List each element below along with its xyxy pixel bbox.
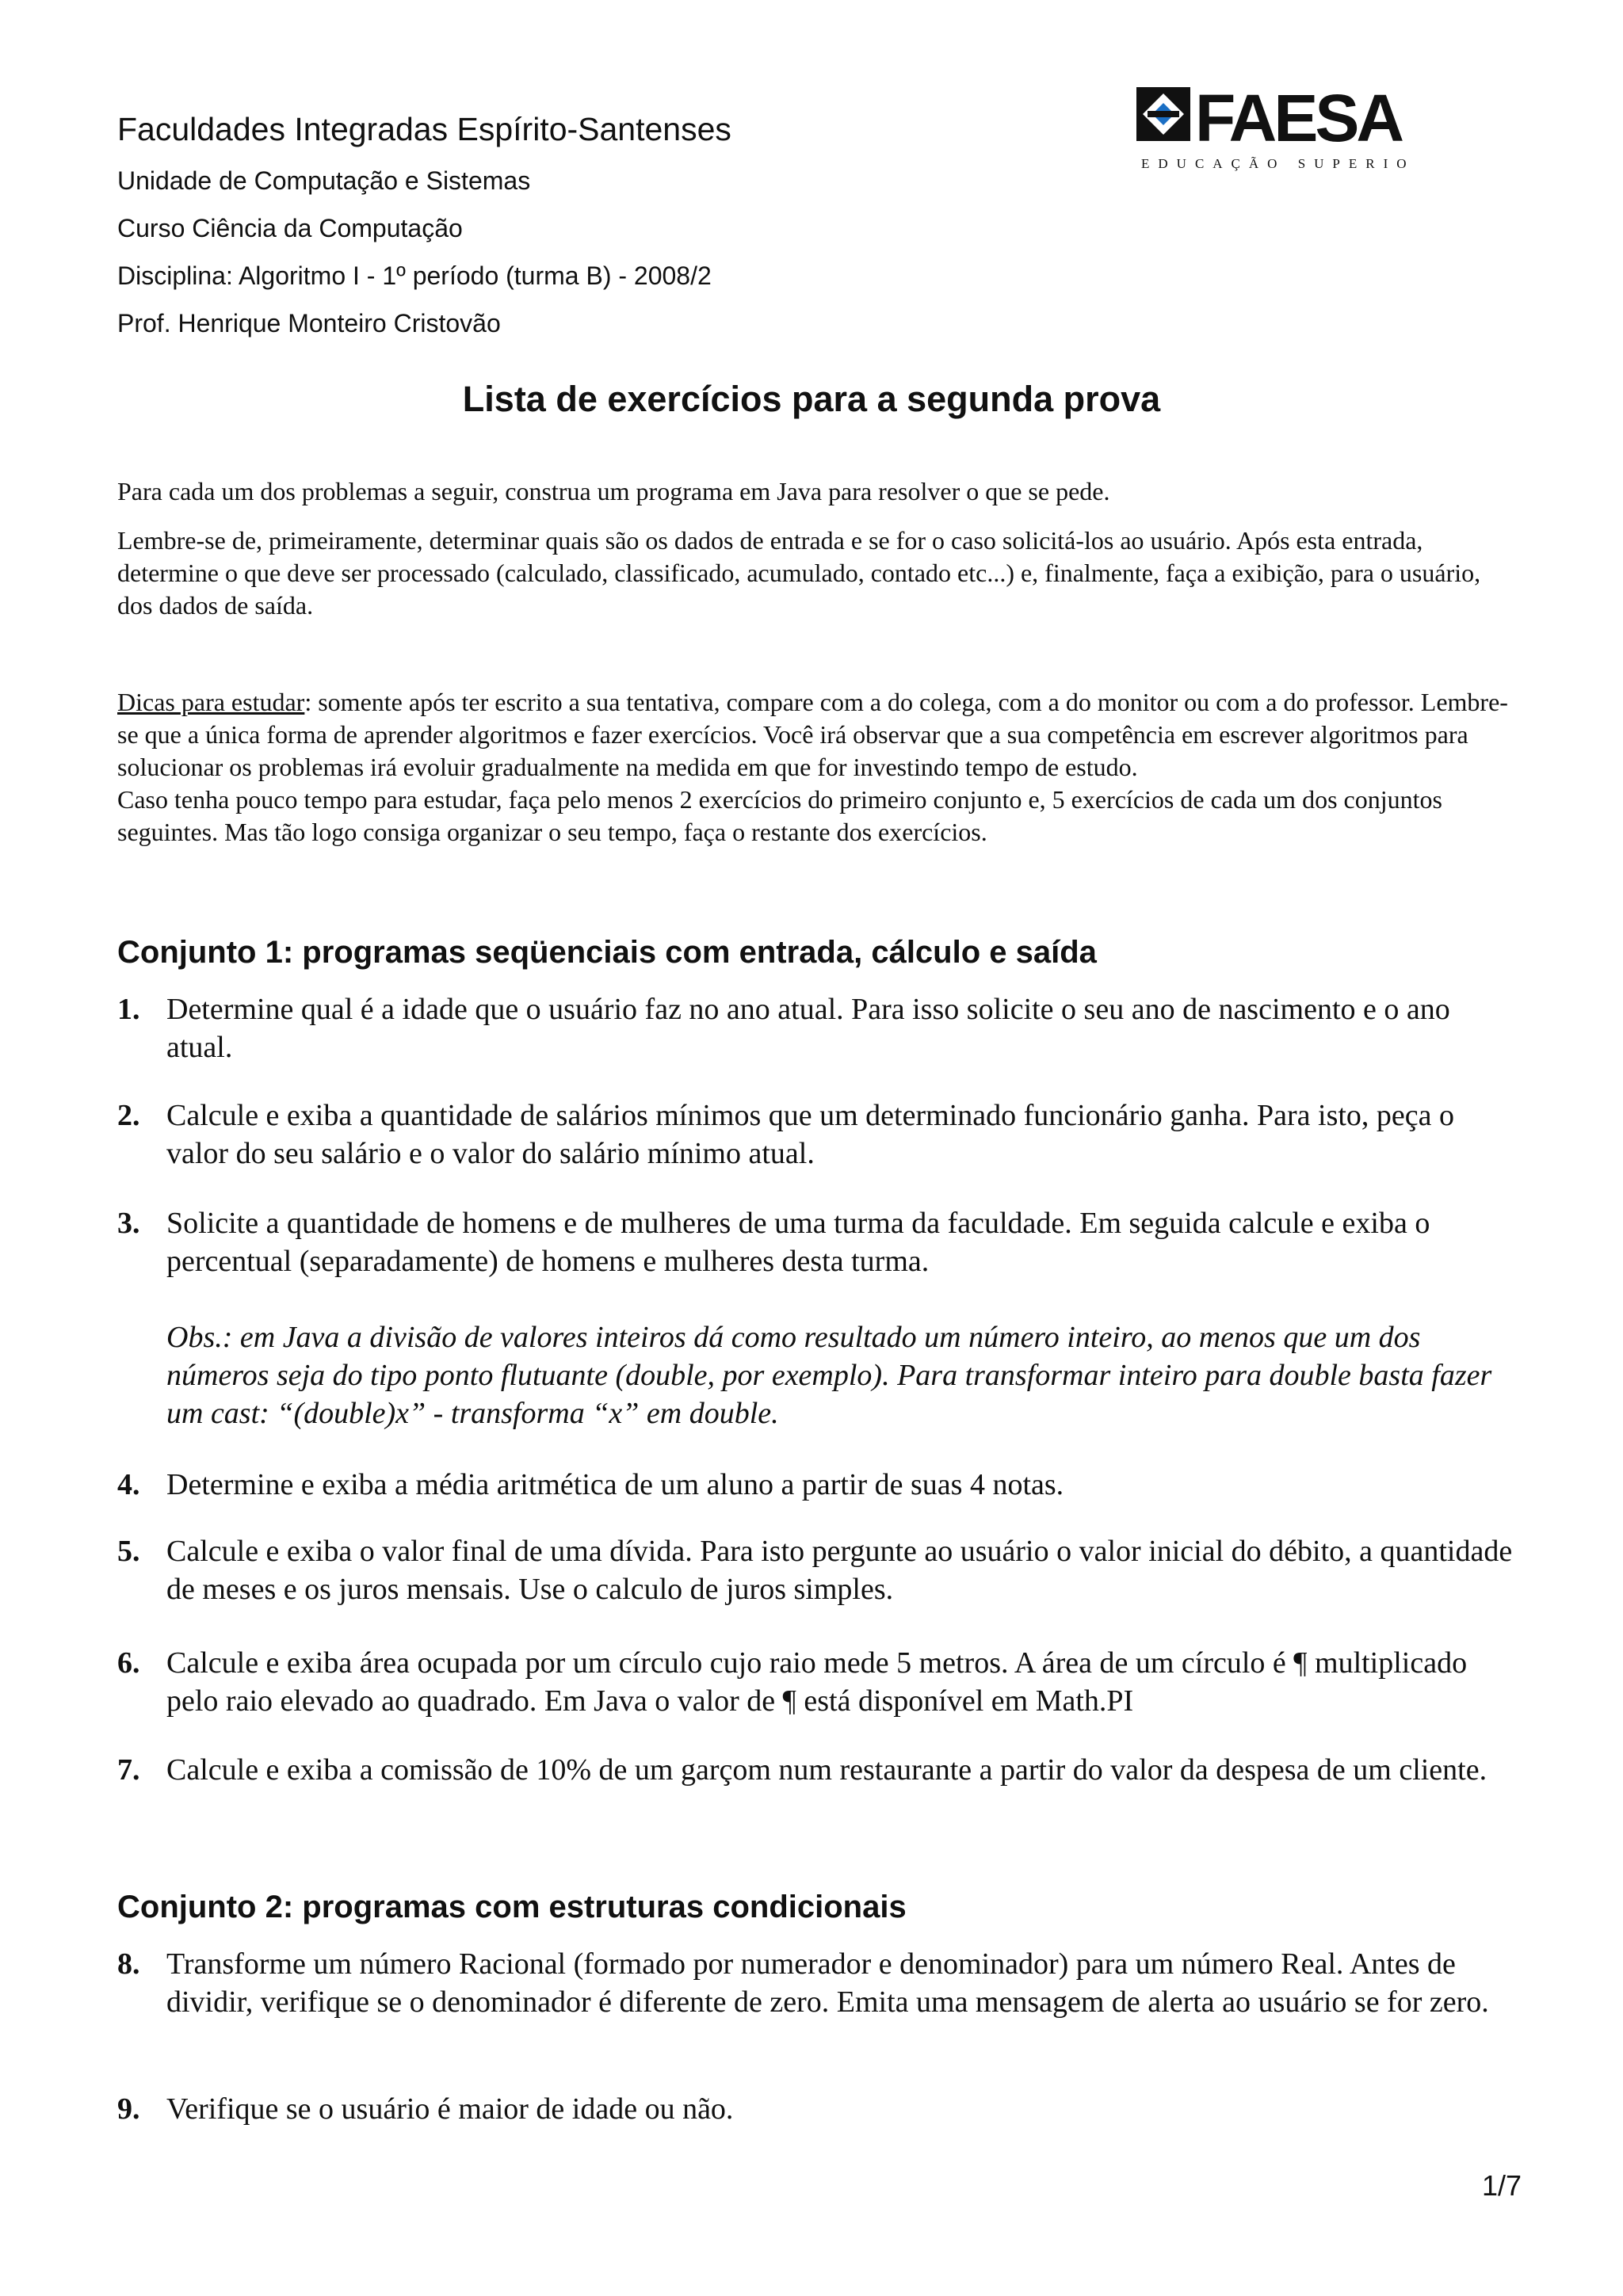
logo-tagline: EDUCAÇÃO SUPERIOR <box>1141 156 1412 171</box>
exercise-note: Obs.: em Java a divisão de valores inteiros dá como resultado um número inteiro, ao menos que um dos números seja do tipo ponto flutuante (double, por exemplo). Para transformar inteiro para double basta fazer um cast: “(double)x” - transforma “x” em double. <box>166 1321 1492 1430</box>
exercise-item <box>117 1097 1522 1173</box>
exercise-text: Calcule e exiba a comissão de 10% de um garçom num restaurante a partir do valor da despesa de um cliente. <box>166 1753 1487 1787</box>
professor-name: Prof. Henrique Monteiro Cristovão <box>117 309 501 338</box>
exercise-item <box>117 990 1522 1066</box>
exercise-number: 8. <box>117 1947 140 1981</box>
document-title: Lista de exercícios para a segunda prova <box>462 379 1161 419</box>
faesa-logo <box>1133 86 1412 174</box>
exercise-item <box>117 1466 1522 1504</box>
study-tips-text-2: Caso tenha pouco tempo para estudar, faça pelo menos 2 exercícios do primeiro conjunto e, 5 exercícios de cada um dos conjuntos seguintes. Mas tão logo consiga organizar o seu tempo, faça o restante dos exercícios. <box>117 785 1442 846</box>
exercise-text: Calcule e exiba a quantidade de salários mínimos que um determinado funcionário ganha. Para isto, peça o valor do seu salário e o valor do salário mínimo atual. <box>166 1099 1455 1170</box>
exercise-number: 4. <box>117 1468 140 1501</box>
exercise-text: Transforme um número Racional (formado por numerador e denominador) para um número Real. Antes de dividir, verifique se o denominador é diferente de zero. Emita uma mensagem de alerta ao usuário se for zero. <box>166 1947 1489 2019</box>
logo-wordmark: FAESA <box>1195 86 1402 155</box>
exercise-item <box>117 1644 1522 1720</box>
exercise-number: 1. <box>117 993 140 1026</box>
intro-paragraph-1: Para cada um dos problemas a seguir, construa um programa em Java para resolver o que se pede. <box>117 477 1110 505</box>
exercise-number: 9. <box>117 2092 140 2126</box>
study-tips-label: Dicas para estudar <box>117 688 305 716</box>
exercise-number: 7. <box>117 1753 140 1787</box>
exercise-text: Verifique se o usuário é maior de idade ou não. <box>166 2092 734 2126</box>
exercise-number: 2. <box>117 1099 140 1132</box>
unit-name: Unidade de Computação e Sistemas <box>117 166 531 195</box>
exercise-item <box>117 1751 1522 1789</box>
institution-name: Faculdades Integradas Espírito-Santenses <box>117 111 731 147</box>
set2-heading: Conjunto 2: programas com estruturas condicionais <box>117 1890 907 1924</box>
page-number: 1/7 <box>1481 2169 1522 2202</box>
exercise-number: 5. <box>117 1535 140 1568</box>
course-name: Curso Ciência da Computação <box>117 214 463 242</box>
exercise-item <box>117 1945 1522 2021</box>
exercise-text: Calcule e exiba o valor final de uma dívida. Para isto pergunte ao usuário o valor inicial do débito, a quantidade de meses e os juros mensais. Use o calculo de juros simples. <box>166 1535 1513 1606</box>
study-tips-text: : somente após ter escrito a sua tentativa, compare com a do colega, com a do monitor ou com a do professor. Lembre-se que a única forma de aprender algoritmos e fazer exercícios. Você irá observar que a sua competência em escrever algoritmos para solucionar os problemas irá evoluir gradualmente na medida em que for investindo tempo de estudo. <box>117 688 1508 781</box>
exercise-number: 6. <box>117 1646 140 1680</box>
exercise-text: Calcule e exiba área ocupada por um círculo cujo raio mede 5 metros. A área de um círculo é ¶ multiplicado pelo raio elevado ao quadrado. Em Java o valor de ¶ está disponível em Math.PI <box>166 1646 1468 1718</box>
exercise-item <box>117 2090 1522 2128</box>
study-tips <box>117 686 1520 849</box>
faesa-logo-emblem <box>1133 86 1412 174</box>
discipline-line: Disciplina: Algoritmo I - 1º período (turma B) - 2008/2 <box>117 261 712 290</box>
exercise-text: Determine qual é a idade que o usuário faz no ano atual. Para isso solicite o seu ano de nascimento e o ano atual. <box>166 993 1450 1064</box>
exercise-item <box>117 1532 1522 1608</box>
intro-paragraph-2: Lembre-se de, primeiramente, determinar quais são os dados de entrada e se for o caso solicitá-los ao usuário. Após esta entrada, determine o que deve ser processado (calculado, classificado, acumulado, contado etc...) e, finalmente, faça a exibição, para o usuário, dos dados de saída. <box>117 526 1481 620</box>
exercise-text: Solicite a quantidade de homens e de mulheres de uma turma da faculdade. Em seguida calcule e exiba o percentual (separadamente) de homens e mulheres desta turma. <box>166 1207 1430 1278</box>
exercise-text: Determine e exiba a média aritmética de um aluno a partir de suas 4 notas. <box>166 1468 1064 1501</box>
exercise-number: 3. <box>117 1207 140 1240</box>
exercise-item <box>117 1204 1522 1432</box>
set1-heading: Conjunto 1: programas seqüenciais com entrada, cálculo e saída <box>117 935 1097 970</box>
